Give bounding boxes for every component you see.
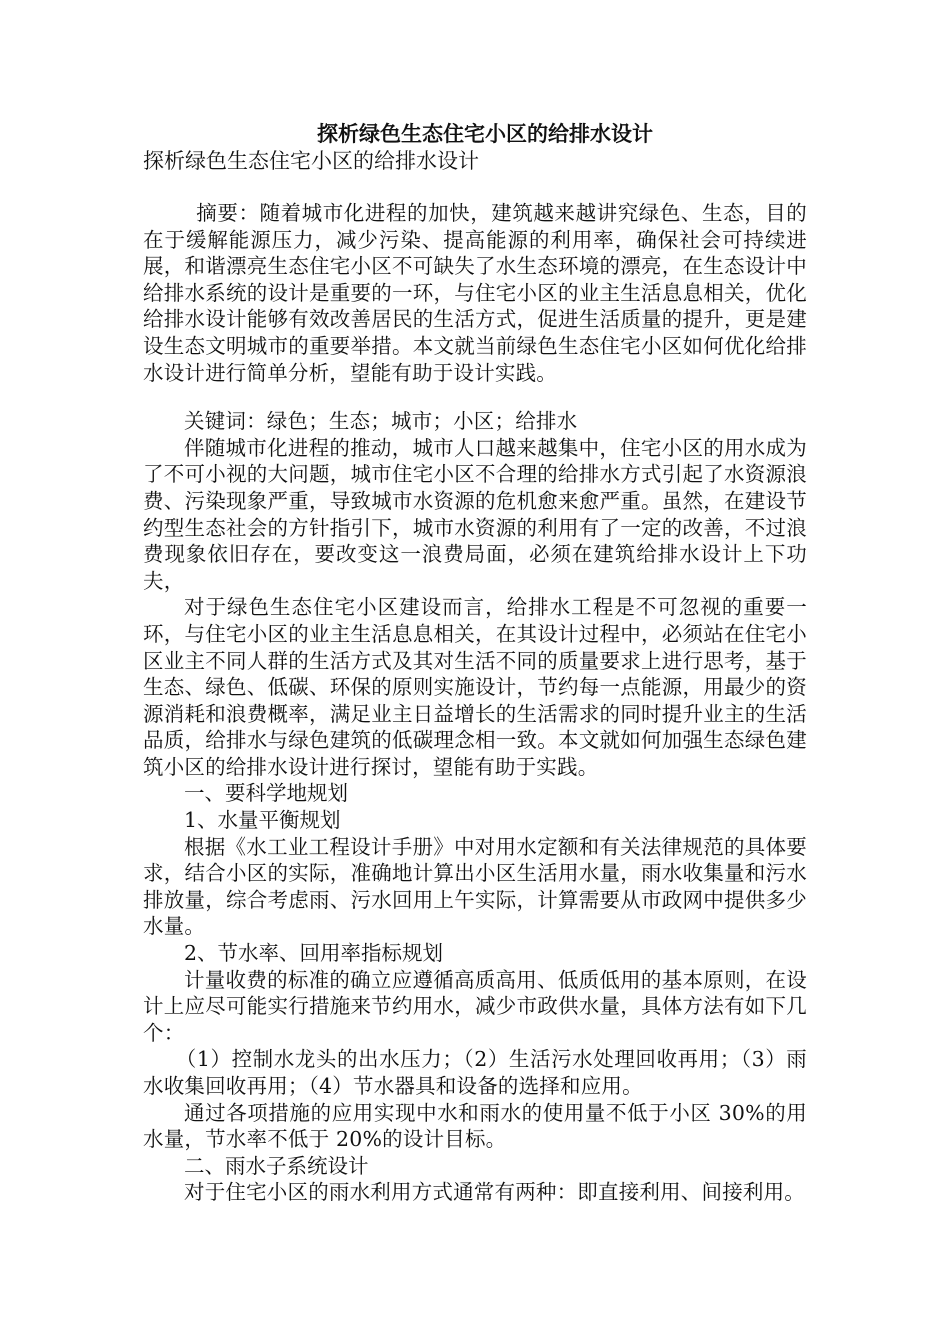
subsection-heading-1-2: 2、节水率、回用率指标规划 xyxy=(184,941,444,966)
section-heading-2: 二、雨水子系统设计 xyxy=(184,1153,369,1178)
document-page xyxy=(143,120,807,1206)
abstract-paragraph: 摘要：随着城市化进程的加快，建筑越来越讲究绿色、生态，目的在于缓解能源压力，减少污染、提高能源的利用率，确保社会可持续进展，和谐漂亮生态住宅小区不可缺失了水生态环境的漂亮，在生态设计中给排水系统的设计是重要的一环，与住宅小区的业主生活息息相关，优化给排水设计能够有效改善居民的生活方式，促进生活质量的提升，更是建设生态文明城市的重要举措。本文就当前绿色生态住宅小区如何优化给排水设计进行简单分析，望能有助于设计实践。 xyxy=(143,201,807,385)
section-heading-1: 一、要科学地规划 xyxy=(184,781,348,806)
body-paragraph-5: 通过各项措施的应用实现中水和雨水的使用量不低于小区 30%的用水量，节水率不低于 20%的设计目标。 xyxy=(143,1100,807,1152)
document-title: 探析绿色生态住宅小区的给排水设计 xyxy=(317,121,653,146)
body-paragraph-3: 根据《水工业工程设计手册》中对用水定额和有关法律规范的具体要求，结合小区的实际，准确地计算出小区生活用水量，雨水收集量和污水排放量，综合考虑雨、污水回用上午实际，计算需要从市政网中提供多少水量。 xyxy=(143,834,807,939)
body-paragraph-2: 对于绿色生态住宅小区建设而言，给排水工程是不可忽视的重要一环，与住宅小区的业主生活息息相关，在其设计过程中，必须站在住宅小区业主不同人群的生活方式及其对生活不同的质量要求上进行思考，基于生态、绿色、低碳、环保的原则实施设计，节约每一点能源，用最少的资源消耗和浪费概率，满足业主日益增长的生活需求的同时提升业主的生活品质，给排水与绿色建筑的低碳理念相一致。本文就如何加强生态绿色建筑小区的给排水设计进行探讨，望能有助于实践。 xyxy=(143,595,807,779)
subsection-heading-1-1: 1、水量平衡规划 xyxy=(184,808,341,833)
keywords-line: 关键词：绿色；生态；城市；小区；给排水 xyxy=(184,409,578,434)
measures-list: （1）控制水龙头的出水压力；（2）生活污水处理回收再用；（3）雨水收集回收再用；（4）节水器具和设备的选择和应用。 xyxy=(143,1047,807,1098)
body-paragraph-1: 伴随城市化进程的推动，城市人口越来越集中，住宅小区的用水成为了不可小视的大问题，城市住宅小区不合理的给排水方式引起了水资源浪费、污染现象严重，导致城市水资源的危机愈来愈严重。虽然，在建设节约型生态社会的方针指引下，城市水资源的利用有了一定的改善，不过浪费现象依旧存在，要改变这一浪费局面，必须在建筑给排水设计上下功夫， xyxy=(143,435,807,593)
body-paragraph-4: 计量收费的标准的确立应遵循高质高用、低质低用的基本原则，在设计上应尽可能实行措施来节约用水，减少市政供水量，具体方法有如下几个： xyxy=(143,967,807,1045)
document-subtitle: 探析绿色生态住宅小区的给排水设计 xyxy=(143,149,479,173)
body-paragraph-6: 对于住宅小区的雨水利用方式通常有两种：即直接利用、间接利用。 xyxy=(184,1180,805,1205)
